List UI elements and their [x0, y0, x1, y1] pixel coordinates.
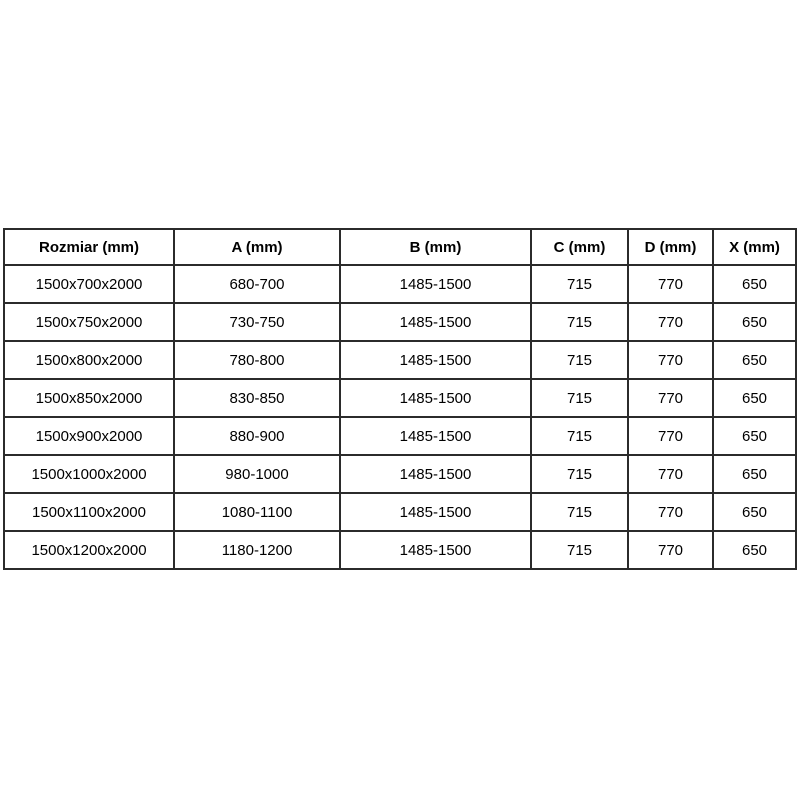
table-cell: 1500x800x2000	[4, 341, 174, 379]
column-header-x: X (mm)	[713, 229, 796, 265]
table-cell: 715	[531, 493, 628, 531]
table-cell: 1500x900x2000	[4, 417, 174, 455]
dimensions-table	[3, 228, 797, 570]
table-row	[4, 455, 796, 493]
table-row	[4, 531, 796, 569]
table-cell: 830-850	[174, 379, 340, 417]
table-header	[4, 229, 796, 265]
table-body	[4, 265, 796, 569]
header-row	[4, 229, 796, 265]
table-cell: 780-800	[174, 341, 340, 379]
table-cell: 650	[713, 417, 796, 455]
table-cell: 1485-1500	[340, 341, 531, 379]
table-cell: 650	[713, 265, 796, 303]
table-cell: 1485-1500	[340, 531, 531, 569]
table-cell: 770	[628, 493, 713, 531]
table-cell: 1500x1100x2000	[4, 493, 174, 531]
table-cell: 770	[628, 417, 713, 455]
table-cell: 1485-1500	[340, 417, 531, 455]
column-header-rozmiar: Rozmiar (mm)	[4, 229, 174, 265]
column-header-a: A (mm)	[174, 229, 340, 265]
table-cell: 715	[531, 265, 628, 303]
table-cell: 1485-1500	[340, 379, 531, 417]
table-cell: 715	[531, 417, 628, 455]
table-cell: 1485-1500	[340, 265, 531, 303]
table-cell: 1500x750x2000	[4, 303, 174, 341]
column-header-b: B (mm)	[340, 229, 531, 265]
table-cell: 1180-1200	[174, 531, 340, 569]
table-cell: 770	[628, 455, 713, 493]
table-row	[4, 379, 796, 417]
table-cell: 980-1000	[174, 455, 340, 493]
table-cell: 770	[628, 531, 713, 569]
table-cell: 1485-1500	[340, 493, 531, 531]
table-cell: 715	[531, 531, 628, 569]
table-cell: 770	[628, 265, 713, 303]
table-cell: 770	[628, 379, 713, 417]
table-cell: 715	[531, 303, 628, 341]
dimensions-table-container	[3, 228, 795, 570]
column-header-c: C (mm)	[531, 229, 628, 265]
table-cell: 770	[628, 341, 713, 379]
table-cell: 1500x1200x2000	[4, 531, 174, 569]
table-row	[4, 493, 796, 531]
table-row	[4, 341, 796, 379]
table-row	[4, 265, 796, 303]
table-cell: 715	[531, 341, 628, 379]
table-cell: 650	[713, 493, 796, 531]
table-cell: 730-750	[174, 303, 340, 341]
table-cell: 1500x850x2000	[4, 379, 174, 417]
table-cell: 1500x700x2000	[4, 265, 174, 303]
table-row	[4, 417, 796, 455]
table-cell: 650	[713, 455, 796, 493]
table-row	[4, 303, 796, 341]
table-cell: 715	[531, 379, 628, 417]
table-cell: 650	[713, 531, 796, 569]
table-cell: 1485-1500	[340, 455, 531, 493]
table-cell: 1080-1100	[174, 493, 340, 531]
table-cell: 1485-1500	[340, 303, 531, 341]
table-cell: 770	[628, 303, 713, 341]
table-cell: 650	[713, 341, 796, 379]
table-cell: 650	[713, 379, 796, 417]
table-cell: 1500x1000x2000	[4, 455, 174, 493]
table-cell: 680-700	[174, 265, 340, 303]
table-cell: 715	[531, 455, 628, 493]
table-cell: 880-900	[174, 417, 340, 455]
column-header-d: D (mm)	[628, 229, 713, 265]
table-cell: 650	[713, 303, 796, 341]
